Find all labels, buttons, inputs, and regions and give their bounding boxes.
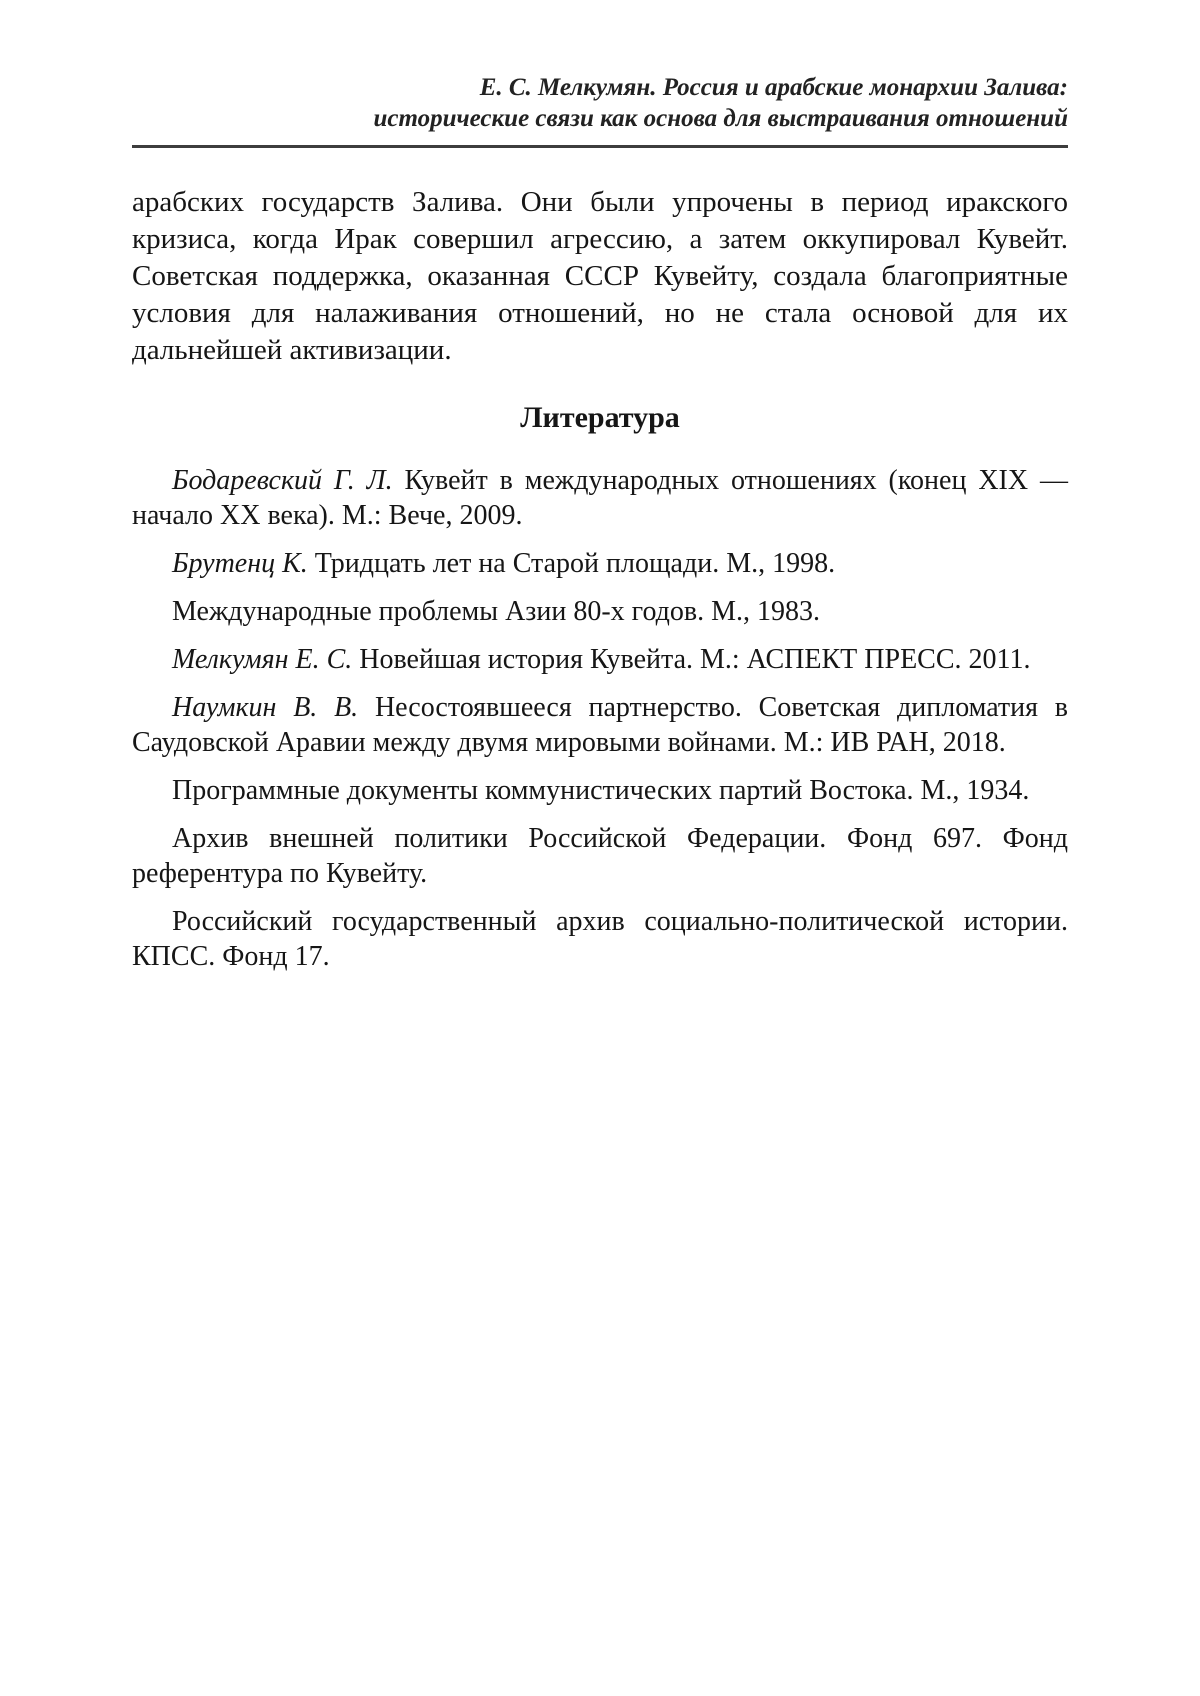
- reference-item: [132, 594, 1068, 629]
- reference-text: Тридцать лет на Старой площади. М., 1998.: [307, 548, 836, 579]
- header-divider: [132, 145, 1068, 148]
- reference-item: [132, 690, 1068, 760]
- reference-item: [132, 463, 1068, 533]
- reference-author: Брутенц К.: [172, 548, 308, 579]
- page-content: [132, 0, 1068, 987]
- running-header: [132, 0, 1068, 134]
- reference-item: [132, 904, 1068, 974]
- reference-item: [132, 546, 1068, 581]
- body-paragraph: арабских государств Залива. Они были упрочены в период иракского кризиса, когда Ирак совершил агрессию, а затем оккупировал Кувейт. Советская поддержка, оказанная СССР Кувейту, создала благоприятные условия для налаживания отношений, но не стала основой для их дальнейшей активизации.: [132, 186, 1068, 366]
- reference-item: [132, 821, 1068, 891]
- literature-heading: Литература: [520, 401, 680, 434]
- reference-text: Несостоявшееся партнерство. Советская дипломатия в Саудовской Аравии между двумя мировыми войнами. М.: ИВ РАН, 2018.: [132, 692, 1068, 758]
- reference-author: Мелкумян Е. С.: [172, 644, 353, 675]
- reference-text: Архив внешней политики Российской Федерации. Фонд 697. Фонд референтура по Кувейту.: [132, 823, 1068, 889]
- reference-author: Бодаревский Г. Л.: [172, 465, 393, 496]
- reference-text: Программные документы коммунистических партий Востока. М., 1934.: [172, 775, 1030, 806]
- running-header-line-2: исторические связи как основа для выстраивания отношений: [373, 105, 1068, 132]
- reference-list: [132, 463, 1068, 974]
- running-header-line-1: Е. С. Мелкумян. Россия и арабские монархии Залива:: [479, 74, 1068, 101]
- reference-text: Российский государственный архив социально-политической истории. КПСС. Фонд 17.: [132, 906, 1068, 972]
- reference-text: Кувейт в международных отношениях (конец XIX — начало XX века). М.: Вече, 2009.: [132, 465, 1068, 531]
- reference-item: [132, 773, 1068, 808]
- reference-author: Наумкин В. В.: [172, 692, 359, 723]
- reference-text: Новейшая история Кувейта. М.: АСПЕКТ ПРЕСС. 2011.: [352, 644, 1031, 675]
- reference-text: Международные проблемы Азии 80-х годов. М., 1983.: [172, 596, 821, 627]
- reference-item: [132, 642, 1068, 677]
